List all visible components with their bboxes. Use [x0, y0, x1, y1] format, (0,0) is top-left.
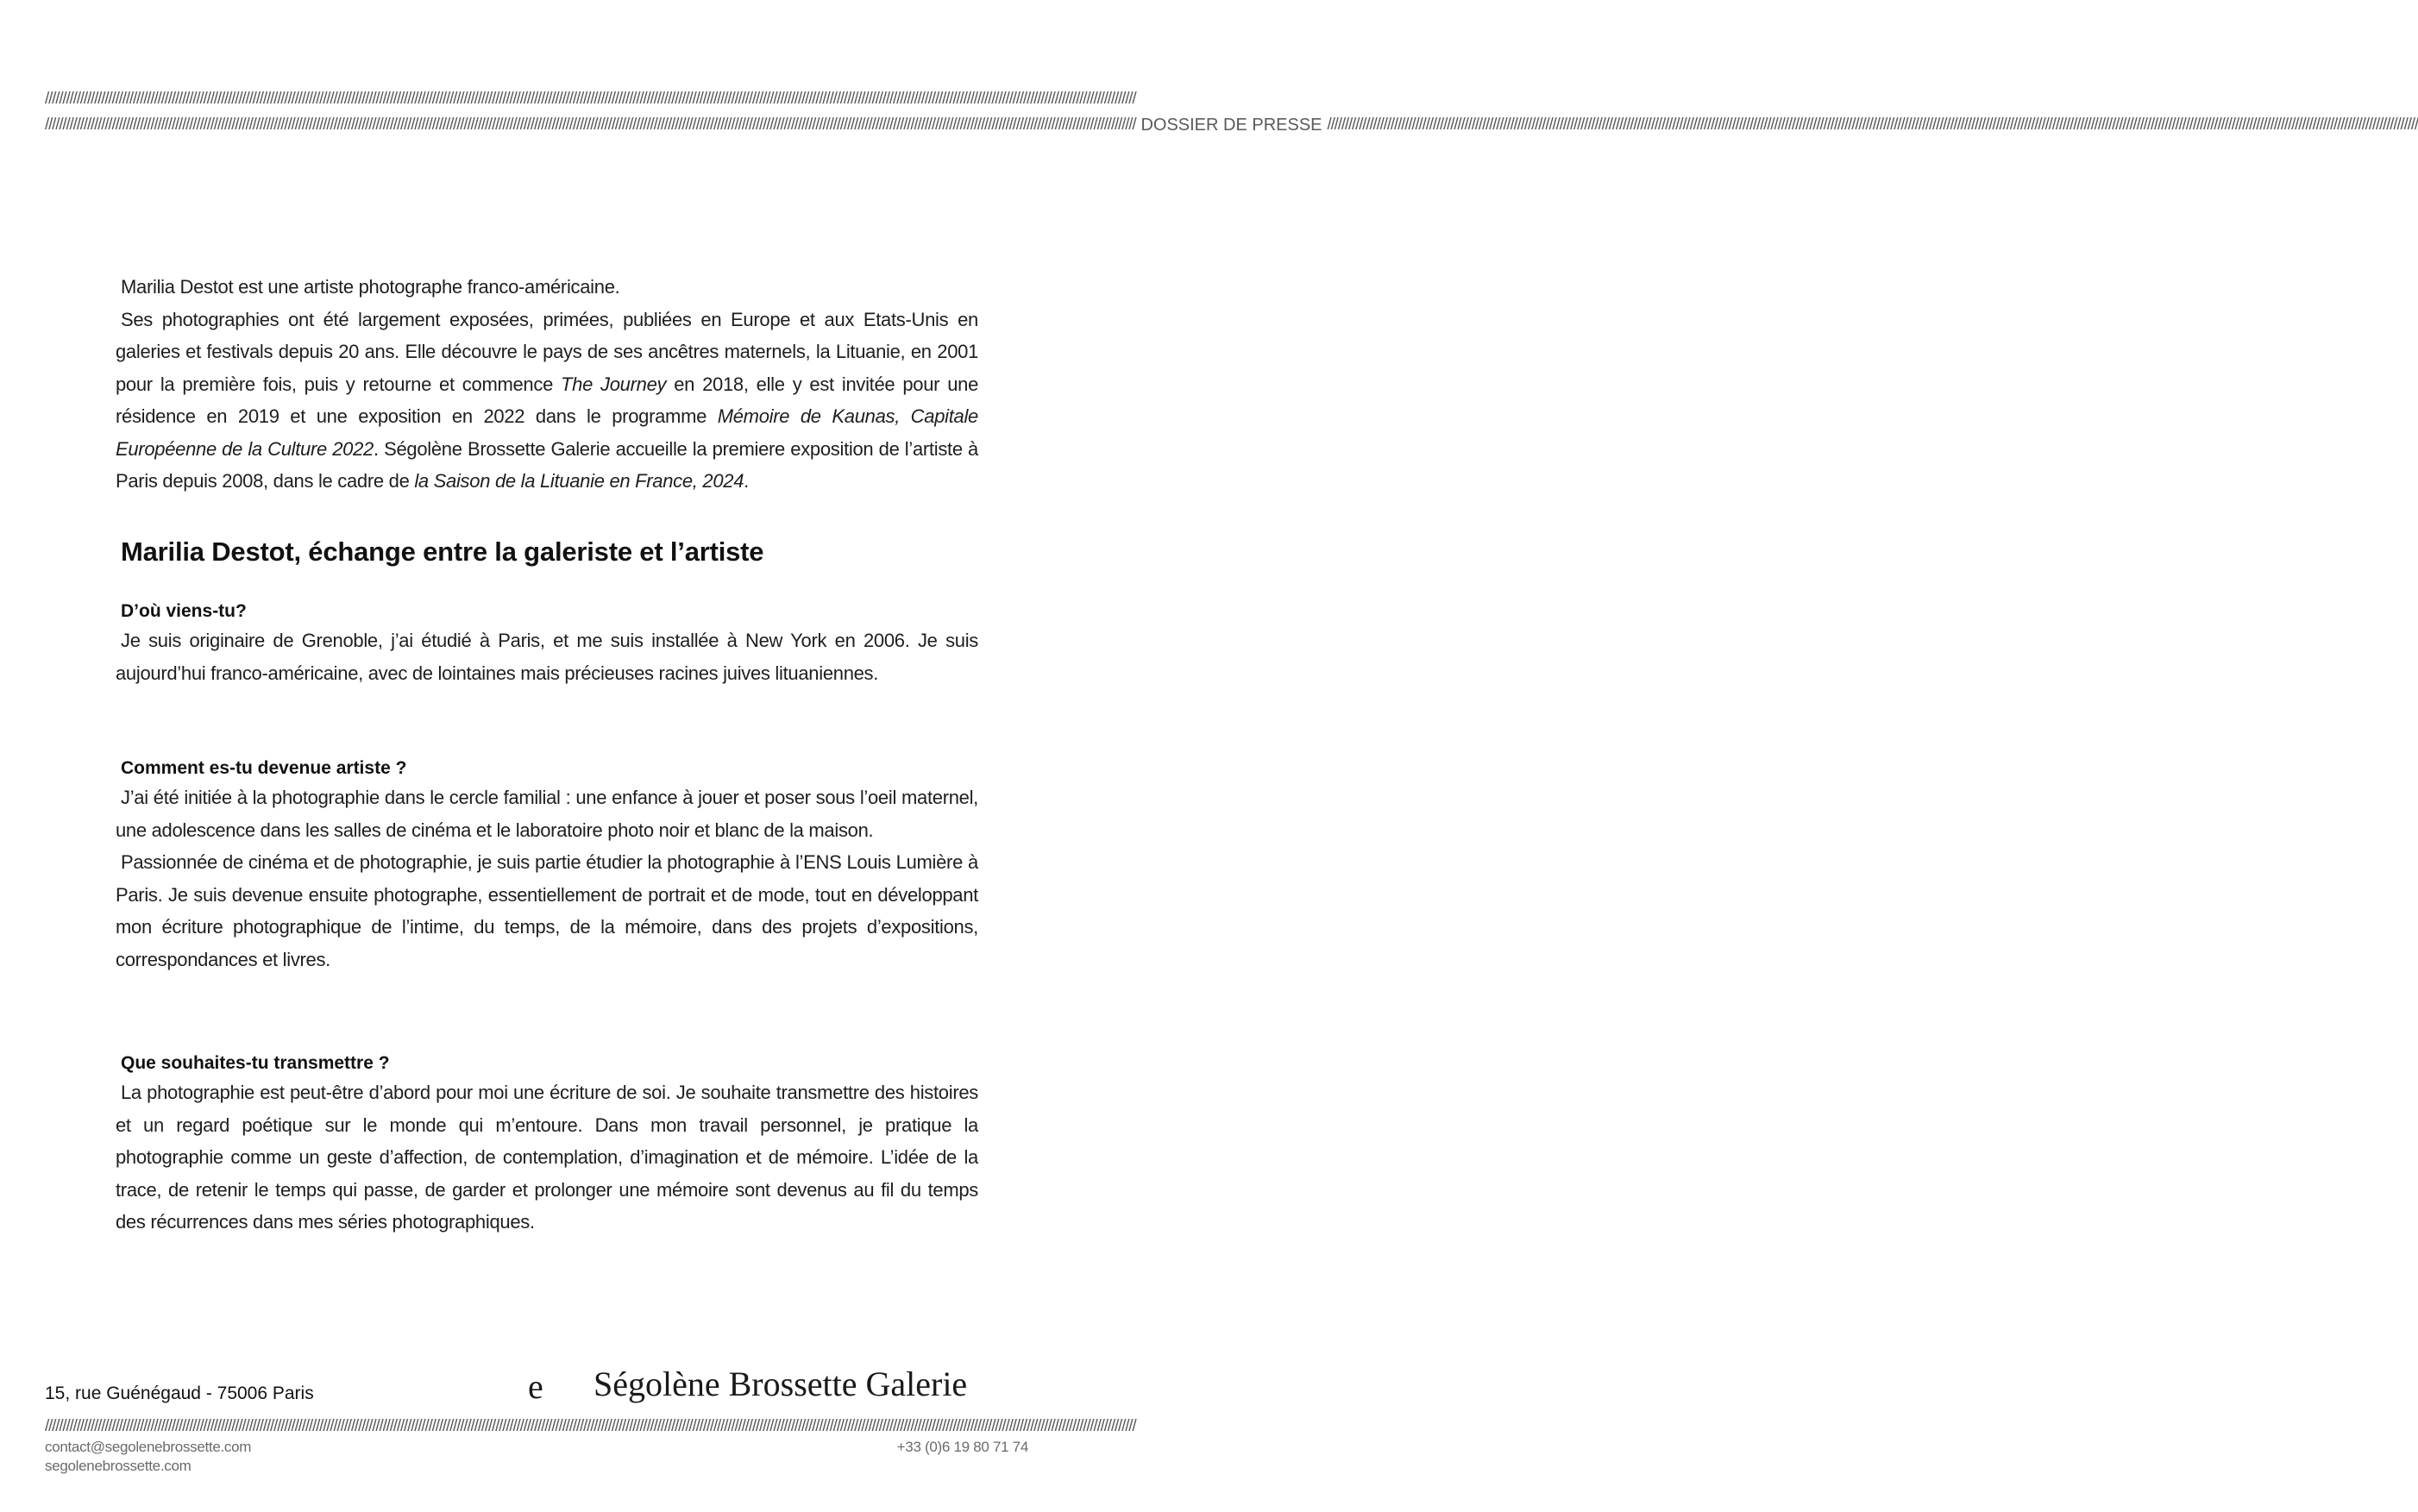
intro-section: [116, 271, 978, 498]
footer-address: 15, rue Guénégaud - 75006 Paris: [45, 1383, 314, 1403]
question-2: Comment es-tu devenue artiste ?: [121, 758, 407, 778]
qa-block-1: [116, 599, 978, 689]
question-1: D’où viens-tu?: [121, 601, 247, 621]
header-slashes-right: //////////////////////////////////////////////////////////////////////////////////////////////////////////////////////////////////////////////////////////////////////////////////////////////////////////////////////////////////////////////////////////////////////////////////////////////////////////////////////: [1327, 116, 2418, 134]
answer-3-text: La photographie est peut-être d’abord pour moi une écriture de soi. Je souhaite transmettre des histoires et un regard poétique sur le monde qui m’entoure. Dans mon travail personnel, je pratique la photographie comme un geste d’affection, de contemplation, d’imagination et de mémoire. L’idée de la trace, de retenir le temps qui passe, de garder et prolonger une mémoire sont devenus au fil du temps des récurrences dans mes séries photographiques.: [116, 1082, 978, 1233]
intro-text: en 2018, elle y est invitée pour une résidence en 2019 et une exposition en 2022 dans le programme: [116, 373, 979, 427]
header-slashes-left: //////////////////////////////////////////////////////////////////////////////////////////////////////////////////////////////////////////////////////////////////////////////////////////////////////////////////////////////////////////////////////////////////////////////////////////////////////////////////////: [45, 116, 1136, 134]
answer-1: [116, 624, 978, 689]
header-slashes: //////////////////////////////////////////////////////////////////////////////////////////////////////////////////////////////////////////////////////////////////////////////////////////////////////////////////////////////////////////////////////////////////////////////////////////////////////////////////////: [45, 90, 1136, 108]
answer-2-text-1: J’ai été initiée à la photographie dans le cercle familial : une enfance à jouer et poser sous l’oeil maternel, une adolescence dans les salles de cinéma et le laboratoire photo noir et blanc de la maison.: [116, 787, 978, 841]
footer-phone: +33 (0)6 19 80 71 74: [896, 1439, 1028, 1455]
answer-3: [116, 1076, 978, 1239]
interview-title: Marilia Destot, échange entre la galeriste et l’artiste: [121, 536, 764, 567]
qa-block-2: [116, 756, 978, 976]
question-3: Que souhaites-tu transmettre ?: [121, 1053, 390, 1073]
intro-paragraph: [116, 304, 978, 498]
intro-line-1: [116, 271, 978, 304]
qa-block-3: [116, 1051, 978, 1239]
gallery-logo: Ségolène Brossette Galerie: [594, 1365, 968, 1403]
footer-slashes: //////////////////////////////////////////////////////////////////////////////////////////////////////////////////////////////////////////////////////////////////////////////////////////////////////////////////////////////////////////////////////////////////////////////////////////////////////////////////////: [45, 1417, 1136, 1435]
header-title: DOSSIER DE PRESSE: [1140, 116, 1322, 135]
header-title-line: [45, 116, 2418, 135]
intro-italic-kaunas: Mémoire de Kaunas, Capitale Européenne de la Culture 2022: [116, 405, 978, 460]
footer-email[interactable]: contact@segolenebrossette.com: [45, 1439, 252, 1455]
answer-2-text-2: Passionnée de cinéma et de photographie, je suis partie étudier la photographie à l’ENS Louis Lumière à Paris. Je suis devenue ensuite photographe, essentiellement de portrait et de mode, tout en développant mon écriture photographique de l’intime, du temps, de la mémoire, dans des projets d’expositions, correspondances et livres.: [116, 851, 978, 970]
answer-2-p2: [116, 846, 978, 976]
header-divider: [45, 90, 1136, 109]
intro-italic-saison: la Saison de la Lituanie en France, 2024: [414, 470, 744, 492]
intro-text: . Ségolène Brossette Galerie accueille la premiere exposition de l’artiste à Paris depuis 2008, dans le cadre de: [116, 437, 978, 492]
intro-text: .: [744, 470, 749, 492]
intro-text-1: Marilia Destot est une artiste photographe franco-américaine.: [121, 276, 620, 298]
footer-divider: [45, 1417, 1136, 1436]
answer-2-p1: [116, 781, 978, 846]
footer-website[interactable]: segolenebrossette.com: [45, 1458, 192, 1474]
intro-italic-journey: The Journey: [561, 373, 667, 395]
answer-1-text: Je suis originaire de Grenoble, j’ai étudié à Paris, et me suis installée à New York en 2006. Je suis aujourd’hui franco-américaine, avec de lointaines mais précieuses racines juives lituaniennes.: [116, 630, 978, 684]
logo-fragment: e: [528, 1367, 543, 1406]
intro-text: Ses photographies ont été largement exposées, primées, publiées en Europe et aux Etats-Unis en galeries et festivals depuis 20 ans. Elle découvre le pays de ses ancêtres maternels, la Lituanie, en 2001 pour la première fois, puis y retourne et commence: [116, 308, 978, 395]
